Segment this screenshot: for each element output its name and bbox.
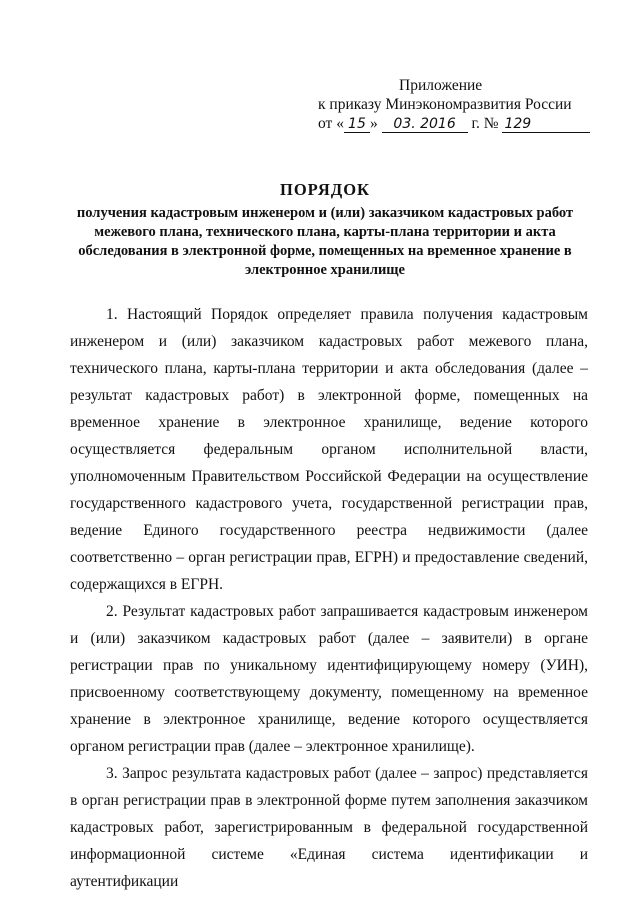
appendix-title: Приложение (399, 77, 483, 94)
document-body (70, 301, 588, 895)
appendix-date-number-line (318, 114, 618, 133)
paragraph-2: 2. Результат кадастровых работ запрашивается кадастровым инженером и (или) заказчиком кадастровых работ (далее – заявители) в органе регистрации прав по уникальному идентифицирующему номеру (УИН), присвоенному соответствующему документу, помещенному на временное хранение в электронное хранилище, ведение которого осуществляется органом регистрации прав (далее – электронное хранилище). (70, 603, 588, 755)
document-title-block (70, 180, 580, 280)
handwritten-day: 15 (344, 116, 370, 133)
document-heading: ПОРЯДОК (280, 180, 370, 199)
handwritten-order-number: 129 (502, 116, 590, 133)
appendix-header (318, 76, 618, 133)
date-quote-close: » (369, 115, 378, 132)
handwritten-month-year: 03. 2016 (382, 116, 468, 133)
number-label: г. № (471, 115, 499, 132)
paragraph-1: 1. Настоящий Порядок определяет правила получения кадастровым инженером и (или) заказчиком кадастровых работ межевого плана, технического плана, карты-плана территории и акта обследования (далее – результат кадастровых работ) в электронной форме, помещенных на временное хранение в электронное хранилище, ведение которого осуществляется федеральным органом исполнительной власти, уполномоченным Правительством Российской Федерации на осуществление государственного кадастрового учета, государственной регистрации прав, ведение Единого государственного реестра недвижимости (далее соответственно – орган регистрации прав, ЕГРН) и предоставление сведений, содержащихся в ЕГРН. (70, 306, 588, 593)
appendix-order-reference: к приказу Минэкономразвития России (318, 96, 572, 113)
document-subtitle: получения кадастровым инженером и (или) заказчиком кадастровых работ межевого плана, технического плана, карты-плана территории и акта обследования в электронной форме, помещенных на временное хранение в электронное хранилище (76, 205, 574, 278)
paragraph-3: 3. Запрос результата кадастровых работ (далее – запрос) представляется в орган регистрации прав в электронной форме путем заполнения заказчиком кадастровых работ, зарегистрированным в федеральной государственной информационной системе «Единая система идентификации и аутентификации (70, 765, 588, 890)
date-prefix: от « (318, 115, 344, 132)
